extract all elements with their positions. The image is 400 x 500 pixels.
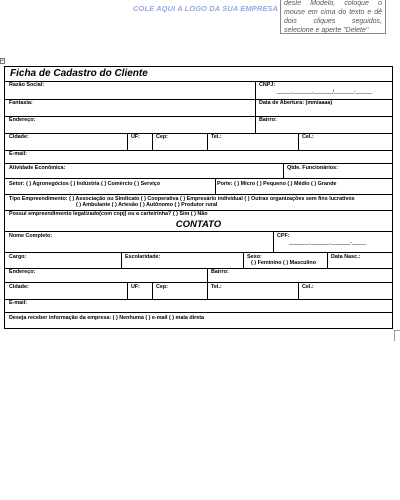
endereco-label: Endereço: (9, 117, 36, 123)
cargo-label: Cargo: (9, 254, 27, 260)
contato-cidade-label: Cidade: (9, 284, 29, 290)
receber-informacao[interactable]: Deseja receber informação da empresa: ( ) Nenhuma ( ) e-mail ( ) mala direta (9, 315, 205, 321)
data-nasc-label: Data Nasc.: (331, 254, 361, 260)
divider (5, 99, 392, 100)
contato-tel-label: Tel.: (211, 284, 222, 290)
contato-endereco-label: Endereço: (9, 269, 36, 275)
divider (243, 252, 244, 268)
divider (5, 133, 392, 134)
atividade-label: Atividade Econômica: (9, 165, 66, 171)
logo-placeholder: COLE AQUI A LOGO DA SUA EMPRESA (133, 4, 279, 13)
divider (5, 299, 392, 300)
cep-label: Cep: (156, 134, 168, 140)
divider (152, 133, 153, 150)
divider (298, 282, 299, 299)
fantasia-label: Fantasia: (9, 100, 33, 106)
tipo-options-line2[interactable]: ( ) Ambulante ( ) Artesão ( ) Autônomo ( ) Produtor rural (76, 202, 218, 208)
divider (127, 282, 128, 299)
cnpj-label: CNPJ: (259, 82, 276, 88)
divider (255, 116, 256, 133)
divider (5, 252, 392, 253)
contato-cel-label: Cel.: (302, 284, 314, 290)
escolaridade-label: Escolaridade: (125, 254, 161, 260)
contato-email-label: E-mail: (9, 300, 27, 306)
sexo-label: Sexo: (247, 254, 262, 260)
porte-options[interactable]: Porte: ( ) Micro ( ) Pequeno ( ) Médio ( ) Grande (217, 181, 337, 187)
email-label: E-mail: (9, 151, 27, 157)
divider (5, 163, 392, 164)
instruction-note: deste Modelo, coloque o mouse em cima do texto e dê dois cliques seguidos, selecione e aperte "Delete" (280, 0, 386, 34)
anchor-icon: + (1, 58, 4, 64)
divider (207, 133, 208, 150)
page-corner-mark (394, 330, 400, 341)
divider (273, 231, 274, 252)
cel-label: Cel.: (302, 134, 314, 140)
divider (5, 231, 392, 232)
contato-title: CONTATO (175, 219, 222, 230)
divider (5, 282, 392, 283)
divider (207, 282, 208, 299)
divider (5, 81, 392, 82)
razao-social-label: Razão Social: (9, 82, 45, 88)
cnpj-field[interactable]: _____._______._______/_______-______ (277, 89, 373, 95)
divider (5, 116, 392, 117)
divider (327, 252, 328, 268)
contato-uf-label: UF: (131, 284, 140, 290)
divider (255, 81, 256, 116)
setor-options[interactable]: Setor: ( ) Agronegócios ( ) Indústria ( ) Comércio ( ) Serviço (9, 181, 161, 187)
sexo-options[interactable]: ( ) Feminino ( ) Masculino (251, 260, 316, 266)
divider (207, 268, 208, 282)
possui-legalizado[interactable]: Possui empreendimento legalizado(com cnpj) ou a carteirinha? ( ) Sim ( ) Não (9, 211, 208, 217)
divider (127, 133, 128, 150)
client-registration-form (4, 66, 393, 329)
bairro-label: Bairro: (259, 117, 277, 123)
cidade-label: Cidade: (9, 134, 29, 140)
divider (283, 163, 284, 178)
contato-bairro-label: Bairro: (211, 269, 229, 275)
nome-label: Nome Completo: (9, 233, 53, 239)
divider (5, 150, 392, 151)
contato-cep-label: Cep: (156, 284, 168, 290)
uf-label: UF: (131, 134, 140, 140)
tel-label: Tel.: (211, 134, 222, 140)
divider (152, 282, 153, 299)
cpf-field[interactable]: _______._______._______-_____ (289, 240, 366, 246)
divider (215, 178, 216, 194)
divider (121, 252, 122, 268)
divider (5, 178, 392, 179)
divider (298, 133, 299, 150)
tipo-options-line1[interactable]: Tipo Empreendimento: ( ) Associação ou Sindicato ( ) Cooperativa ( ) Empresário individual ( ) Outras organizações sem fins lucrativos (9, 196, 355, 202)
data-abertura-label: Data de Abertura: (mm/aaaa) (259, 100, 333, 106)
cpf-label: CPF: (277, 233, 290, 239)
divider (5, 312, 392, 313)
divider (5, 268, 392, 269)
qtde-funcionarios-label: Qtde. Funcionários: (287, 165, 338, 171)
form-title: Ficha de Cadastro do Cliente (10, 68, 148, 79)
divider (5, 194, 392, 195)
